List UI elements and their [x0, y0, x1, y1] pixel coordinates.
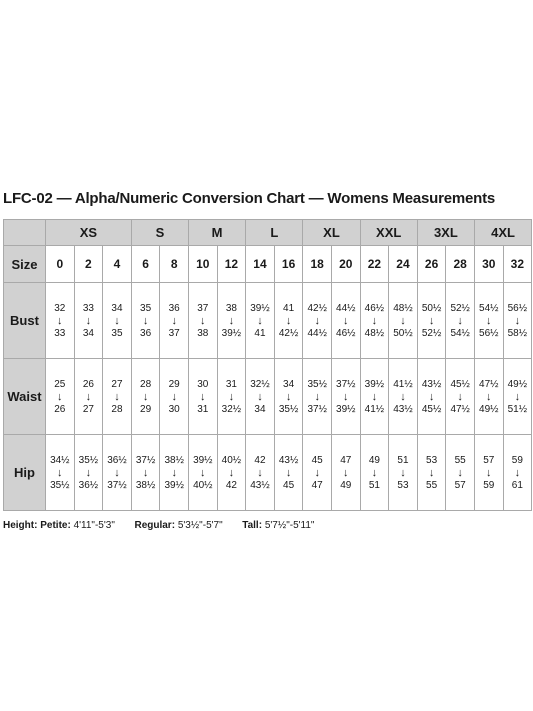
down-arrow-icon: ↓ — [171, 466, 177, 479]
down-arrow-icon: ↓ — [142, 314, 149, 327]
range-min: 57 — [483, 454, 495, 466]
measurement-label: Bust — [4, 283, 46, 359]
measurement-row-hip — [4, 435, 532, 511]
range-max: 39½ — [336, 403, 356, 415]
measurement-range-cell — [131, 435, 160, 511]
range-max: 34 — [254, 403, 266, 415]
numeric-size-cell: 14 — [246, 246, 275, 283]
measurement-range-cell — [246, 283, 275, 359]
down-arrow-icon: ↓ — [228, 390, 235, 403]
regular-label: Regular: — [134, 520, 176, 531]
range-max: 57 — [454, 479, 466, 491]
down-arrow-icon: ↓ — [171, 314, 177, 327]
down-arrow-icon: ↓ — [257, 390, 263, 403]
down-arrow-icon: ↓ — [400, 466, 406, 479]
down-arrow-icon: ↓ — [114, 466, 120, 479]
range-min: 37 — [197, 302, 209, 314]
measurement-range-cell — [303, 435, 332, 511]
range-max: 39½ — [164, 479, 184, 491]
range-max: 37½ — [107, 479, 127, 491]
range-min: 43½ — [278, 454, 299, 466]
tall-label: Tall: — [242, 520, 263, 531]
down-arrow-icon: ↓ — [486, 466, 492, 479]
range-min: 34 — [283, 378, 295, 390]
range-min: 49½ — [507, 378, 528, 390]
measurement-range-cell — [160, 435, 189, 511]
numeric-size-cell: 26 — [417, 246, 446, 283]
numeric-size-cell: 0 — [46, 246, 75, 283]
down-arrow-icon: ↓ — [314, 466, 320, 479]
range-max: 61 — [511, 479, 523, 491]
range-min: 41½ — [393, 378, 413, 390]
alpha-size-header: 3XL — [417, 220, 474, 246]
range-max: 39½ — [221, 327, 242, 339]
down-arrow-icon: ↓ — [200, 390, 206, 403]
range-max: 41 — [254, 327, 266, 339]
range-min: 43½ — [421, 378, 442, 390]
measurement-range-cell — [503, 283, 532, 359]
measurement-range-cell — [389, 283, 418, 359]
range-max: 58½ — [507, 327, 528, 339]
range-min: 39½ — [250, 302, 270, 314]
range-max: 35½ — [278, 403, 299, 415]
range-max: 35½ — [50, 479, 70, 491]
alpha-size-header: XXL — [360, 220, 417, 246]
height-legend — [3, 520, 314, 531]
measurement-range-cell — [189, 283, 218, 359]
down-arrow-icon: ↓ — [457, 466, 463, 479]
measurement-range-cell — [217, 435, 246, 511]
alpha-size-header: XL — [303, 220, 360, 246]
measurement-range-cell — [389, 359, 418, 435]
range-min: 31 — [225, 378, 237, 390]
measurement-range-cell — [417, 435, 446, 511]
down-arrow-icon: ↓ — [114, 390, 120, 403]
down-arrow-icon: ↓ — [428, 314, 435, 327]
measurement-range-cell — [474, 359, 503, 435]
down-arrow-icon: ↓ — [343, 390, 349, 403]
range-max: 37 — [168, 327, 180, 339]
down-arrow-icon: ↓ — [457, 314, 463, 327]
range-max: 32½ — [221, 403, 242, 415]
numeric-size-cell: 32 — [503, 246, 532, 283]
range-min: 45 — [311, 454, 323, 466]
range-min: 33 — [82, 302, 94, 314]
numeric-size-cell: 18 — [303, 246, 332, 283]
alpha-size-header: XS — [46, 220, 132, 246]
range-max: 47 — [311, 479, 323, 491]
down-arrow-icon: ↓ — [257, 314, 263, 327]
numeric-size-cell: 16 — [274, 246, 303, 283]
measurement-label: Waist — [4, 359, 46, 435]
range-min: 35 — [140, 302, 152, 314]
measurement-range-cell — [303, 359, 332, 435]
down-arrow-icon: ↓ — [371, 390, 378, 403]
down-arrow-icon: ↓ — [371, 314, 378, 327]
measurement-range-cell — [417, 359, 446, 435]
range-min: 44½ — [336, 302, 356, 314]
down-arrow-icon: ↓ — [486, 314, 492, 327]
chart-title: LFC-02 — Alpha/Numeric Conversion Chart — Womens Measurements — [3, 190, 496, 207]
down-arrow-icon: ↓ — [486, 390, 492, 403]
range-min: 50½ — [421, 302, 442, 314]
measurement-range-cell — [189, 435, 218, 511]
range-max: 50½ — [393, 327, 413, 339]
down-arrow-icon: ↓ — [514, 466, 521, 479]
measurement-range-cell — [217, 359, 246, 435]
range-max: 37½ — [307, 403, 327, 415]
measurement-label: Hip — [4, 435, 46, 511]
range-min: 36½ — [107, 454, 127, 466]
measurement-row-waist — [4, 359, 532, 435]
measurement-range-cell — [246, 435, 275, 511]
range-min: 32½ — [250, 378, 270, 390]
down-arrow-icon: ↓ — [514, 390, 521, 403]
down-arrow-icon: ↓ — [371, 466, 378, 479]
range-min: 53 — [426, 454, 438, 466]
range-min: 29 — [168, 378, 180, 390]
range-max: 45½ — [421, 403, 442, 415]
range-min: 25 — [54, 378, 66, 390]
range-min: 37½ — [135, 454, 156, 466]
range-min: 27 — [111, 378, 123, 390]
range-min: 45½ — [450, 378, 470, 390]
measurement-range-cell — [217, 283, 246, 359]
measurement-range-cell — [474, 435, 503, 511]
range-min: 37½ — [336, 378, 356, 390]
numeric-size-row — [4, 246, 532, 283]
down-arrow-icon: ↓ — [57, 314, 63, 327]
measurement-range-cell — [331, 359, 360, 435]
numeric-size-cell: 30 — [474, 246, 503, 283]
range-min: 46½ — [364, 302, 385, 314]
numeric-size-cell: 20 — [331, 246, 360, 283]
range-max: 41½ — [364, 403, 385, 415]
down-arrow-icon: ↓ — [171, 390, 177, 403]
range-min: 34 — [111, 302, 123, 314]
down-arrow-icon: ↓ — [57, 390, 63, 403]
petite-value: 4'11"-5'3" — [73, 520, 115, 531]
down-arrow-icon: ↓ — [400, 314, 406, 327]
range-min: 59 — [511, 454, 523, 466]
measurement-range-cell — [46, 283, 75, 359]
down-arrow-icon: ↓ — [228, 314, 235, 327]
range-max: 53 — [397, 479, 409, 491]
table-body — [4, 220, 532, 511]
measurement-range-cell — [360, 435, 389, 511]
numeric-size-cell: 2 — [74, 246, 103, 283]
range-min: 38 — [225, 302, 237, 314]
down-arrow-icon: ↓ — [142, 466, 149, 479]
measurement-range-cell — [46, 359, 75, 435]
measurement-range-cell — [331, 435, 360, 511]
height-label: Height: — [3, 520, 38, 531]
numeric-size-cell: 4 — [103, 246, 132, 283]
range-max: 27 — [82, 403, 94, 415]
measurement-row-bust — [4, 283, 532, 359]
range-max: 34 — [82, 327, 94, 339]
range-min: 35½ — [307, 378, 327, 390]
range-max: 40½ — [193, 479, 213, 491]
down-arrow-icon: ↓ — [314, 314, 320, 327]
measurement-range-cell — [503, 359, 532, 435]
measurement-range-cell — [160, 283, 189, 359]
measurement-range-cell — [360, 283, 389, 359]
range-min: 39½ — [193, 454, 213, 466]
down-arrow-icon: ↓ — [514, 314, 521, 327]
down-arrow-icon: ↓ — [57, 466, 63, 479]
measurement-range-cell — [103, 283, 132, 359]
range-max: 56½ — [479, 327, 499, 339]
range-min: 26 — [82, 378, 94, 390]
range-max: 49 — [340, 479, 352, 491]
down-arrow-icon: ↓ — [85, 314, 92, 327]
range-max: 31 — [197, 403, 209, 415]
measurement-range-cell — [46, 435, 75, 511]
down-arrow-icon: ↓ — [343, 314, 349, 327]
measurement-range-cell — [131, 283, 160, 359]
measurement-range-cell — [503, 435, 532, 511]
down-arrow-icon: ↓ — [85, 466, 92, 479]
range-max: 38½ — [135, 479, 156, 491]
down-arrow-icon: ↓ — [285, 466, 292, 479]
size-conversion-table — [3, 219, 532, 511]
range-min: 32 — [54, 302, 66, 314]
range-min: 47½ — [479, 378, 499, 390]
range-min: 56½ — [507, 302, 528, 314]
down-arrow-icon: ↓ — [200, 466, 206, 479]
range-max: 33 — [54, 327, 66, 339]
numeric-size-cell: 22 — [360, 246, 389, 283]
measurement-range-cell — [74, 359, 103, 435]
down-arrow-icon: ↓ — [228, 466, 235, 479]
range-min: 40½ — [221, 454, 242, 466]
range-max: 43½ — [250, 479, 270, 491]
regular-value: 5'3½"-5'7" — [177, 520, 223, 531]
down-arrow-icon: ↓ — [114, 314, 120, 327]
range-min: 49 — [368, 454, 380, 466]
range-min: 34½ — [50, 454, 70, 466]
measurement-range-cell — [446, 359, 475, 435]
measurement-range-cell — [274, 359, 303, 435]
range-max: 55 — [426, 479, 438, 491]
range-max: 48½ — [364, 327, 385, 339]
range-min: 41 — [283, 302, 295, 314]
range-max: 54½ — [450, 327, 470, 339]
range-max: 43½ — [393, 403, 413, 415]
corner-cell — [4, 220, 46, 246]
measurement-range-cell — [189, 359, 218, 435]
range-max: 51½ — [507, 403, 528, 415]
measurement-range-cell — [474, 283, 503, 359]
measurement-range-cell — [103, 359, 132, 435]
alpha-size-row — [4, 220, 532, 246]
tall-value: 5'7½"-5'11" — [264, 520, 315, 531]
down-arrow-icon: ↓ — [428, 390, 435, 403]
range-max: 42 — [225, 479, 237, 491]
range-min: 47 — [340, 454, 352, 466]
range-min: 38½ — [164, 454, 184, 466]
alpha-size-header: S — [131, 220, 188, 246]
down-arrow-icon: ↓ — [457, 390, 463, 403]
range-min: 55 — [454, 454, 466, 466]
range-min: 30 — [197, 378, 209, 390]
measurement-range-cell — [303, 283, 332, 359]
range-max: 44½ — [307, 327, 327, 339]
range-max: 49½ — [479, 403, 499, 415]
measurement-range-cell — [360, 359, 389, 435]
range-min: 48½ — [393, 302, 413, 314]
range-min: 35½ — [78, 454, 99, 466]
down-arrow-icon: ↓ — [343, 466, 349, 479]
down-arrow-icon: ↓ — [257, 466, 263, 479]
numeric-size-cell: 10 — [189, 246, 218, 283]
alpha-size-header: 4XL — [474, 220, 531, 246]
measurement-range-cell — [331, 283, 360, 359]
range-max: 52½ — [421, 327, 442, 339]
measurement-range-cell — [389, 435, 418, 511]
measurement-range-cell — [246, 359, 275, 435]
range-max: 45 — [283, 479, 295, 491]
down-arrow-icon: ↓ — [314, 390, 320, 403]
range-min: 42½ — [307, 302, 327, 314]
numeric-size-cell: 6 — [131, 246, 160, 283]
range-max: 38 — [197, 327, 209, 339]
down-arrow-icon: ↓ — [200, 314, 206, 327]
range-max: 36 — [140, 327, 152, 339]
range-min: 28 — [140, 378, 152, 390]
measurement-range-cell — [103, 435, 132, 511]
range-max: 47½ — [450, 403, 470, 415]
range-max: 30 — [168, 403, 180, 415]
alpha-size-header: L — [246, 220, 303, 246]
range-min: 42 — [254, 454, 266, 466]
measurement-range-cell — [446, 283, 475, 359]
measurement-range-cell — [274, 283, 303, 359]
range-max: 36½ — [78, 479, 99, 491]
numeric-size-cell: 28 — [446, 246, 475, 283]
numeric-size-cell: 24 — [389, 246, 418, 283]
size-row-label: Size — [4, 246, 46, 283]
down-arrow-icon: ↓ — [285, 390, 292, 403]
range-min: 36 — [168, 302, 180, 314]
petite-label: Petite: — [40, 520, 71, 531]
range-max: 46½ — [336, 327, 356, 339]
range-min: 52½ — [450, 302, 470, 314]
range-max: 59 — [483, 479, 495, 491]
measurement-range-cell — [446, 435, 475, 511]
range-max: 29 — [140, 403, 152, 415]
numeric-size-cell: 12 — [217, 246, 246, 283]
range-min: 54½ — [479, 302, 499, 314]
measurement-range-cell — [417, 283, 446, 359]
measurement-range-cell — [131, 359, 160, 435]
down-arrow-icon: ↓ — [400, 390, 406, 403]
down-arrow-icon: ↓ — [85, 390, 92, 403]
range-max: 51 — [368, 479, 380, 491]
down-arrow-icon: ↓ — [428, 466, 435, 479]
measurement-range-cell — [74, 435, 103, 511]
down-arrow-icon: ↓ — [142, 390, 149, 403]
range-min: 51 — [397, 454, 409, 466]
measurement-range-cell — [160, 359, 189, 435]
range-max: 26 — [54, 403, 66, 415]
down-arrow-icon: ↓ — [285, 314, 292, 327]
range-max: 28 — [111, 403, 123, 415]
measurement-range-cell — [74, 283, 103, 359]
range-max: 35 — [111, 327, 123, 339]
range-max: 42½ — [278, 327, 299, 339]
measurement-range-cell — [274, 435, 303, 511]
alpha-size-header: M — [189, 220, 246, 246]
range-min: 39½ — [364, 378, 385, 390]
numeric-size-cell: 8 — [160, 246, 189, 283]
